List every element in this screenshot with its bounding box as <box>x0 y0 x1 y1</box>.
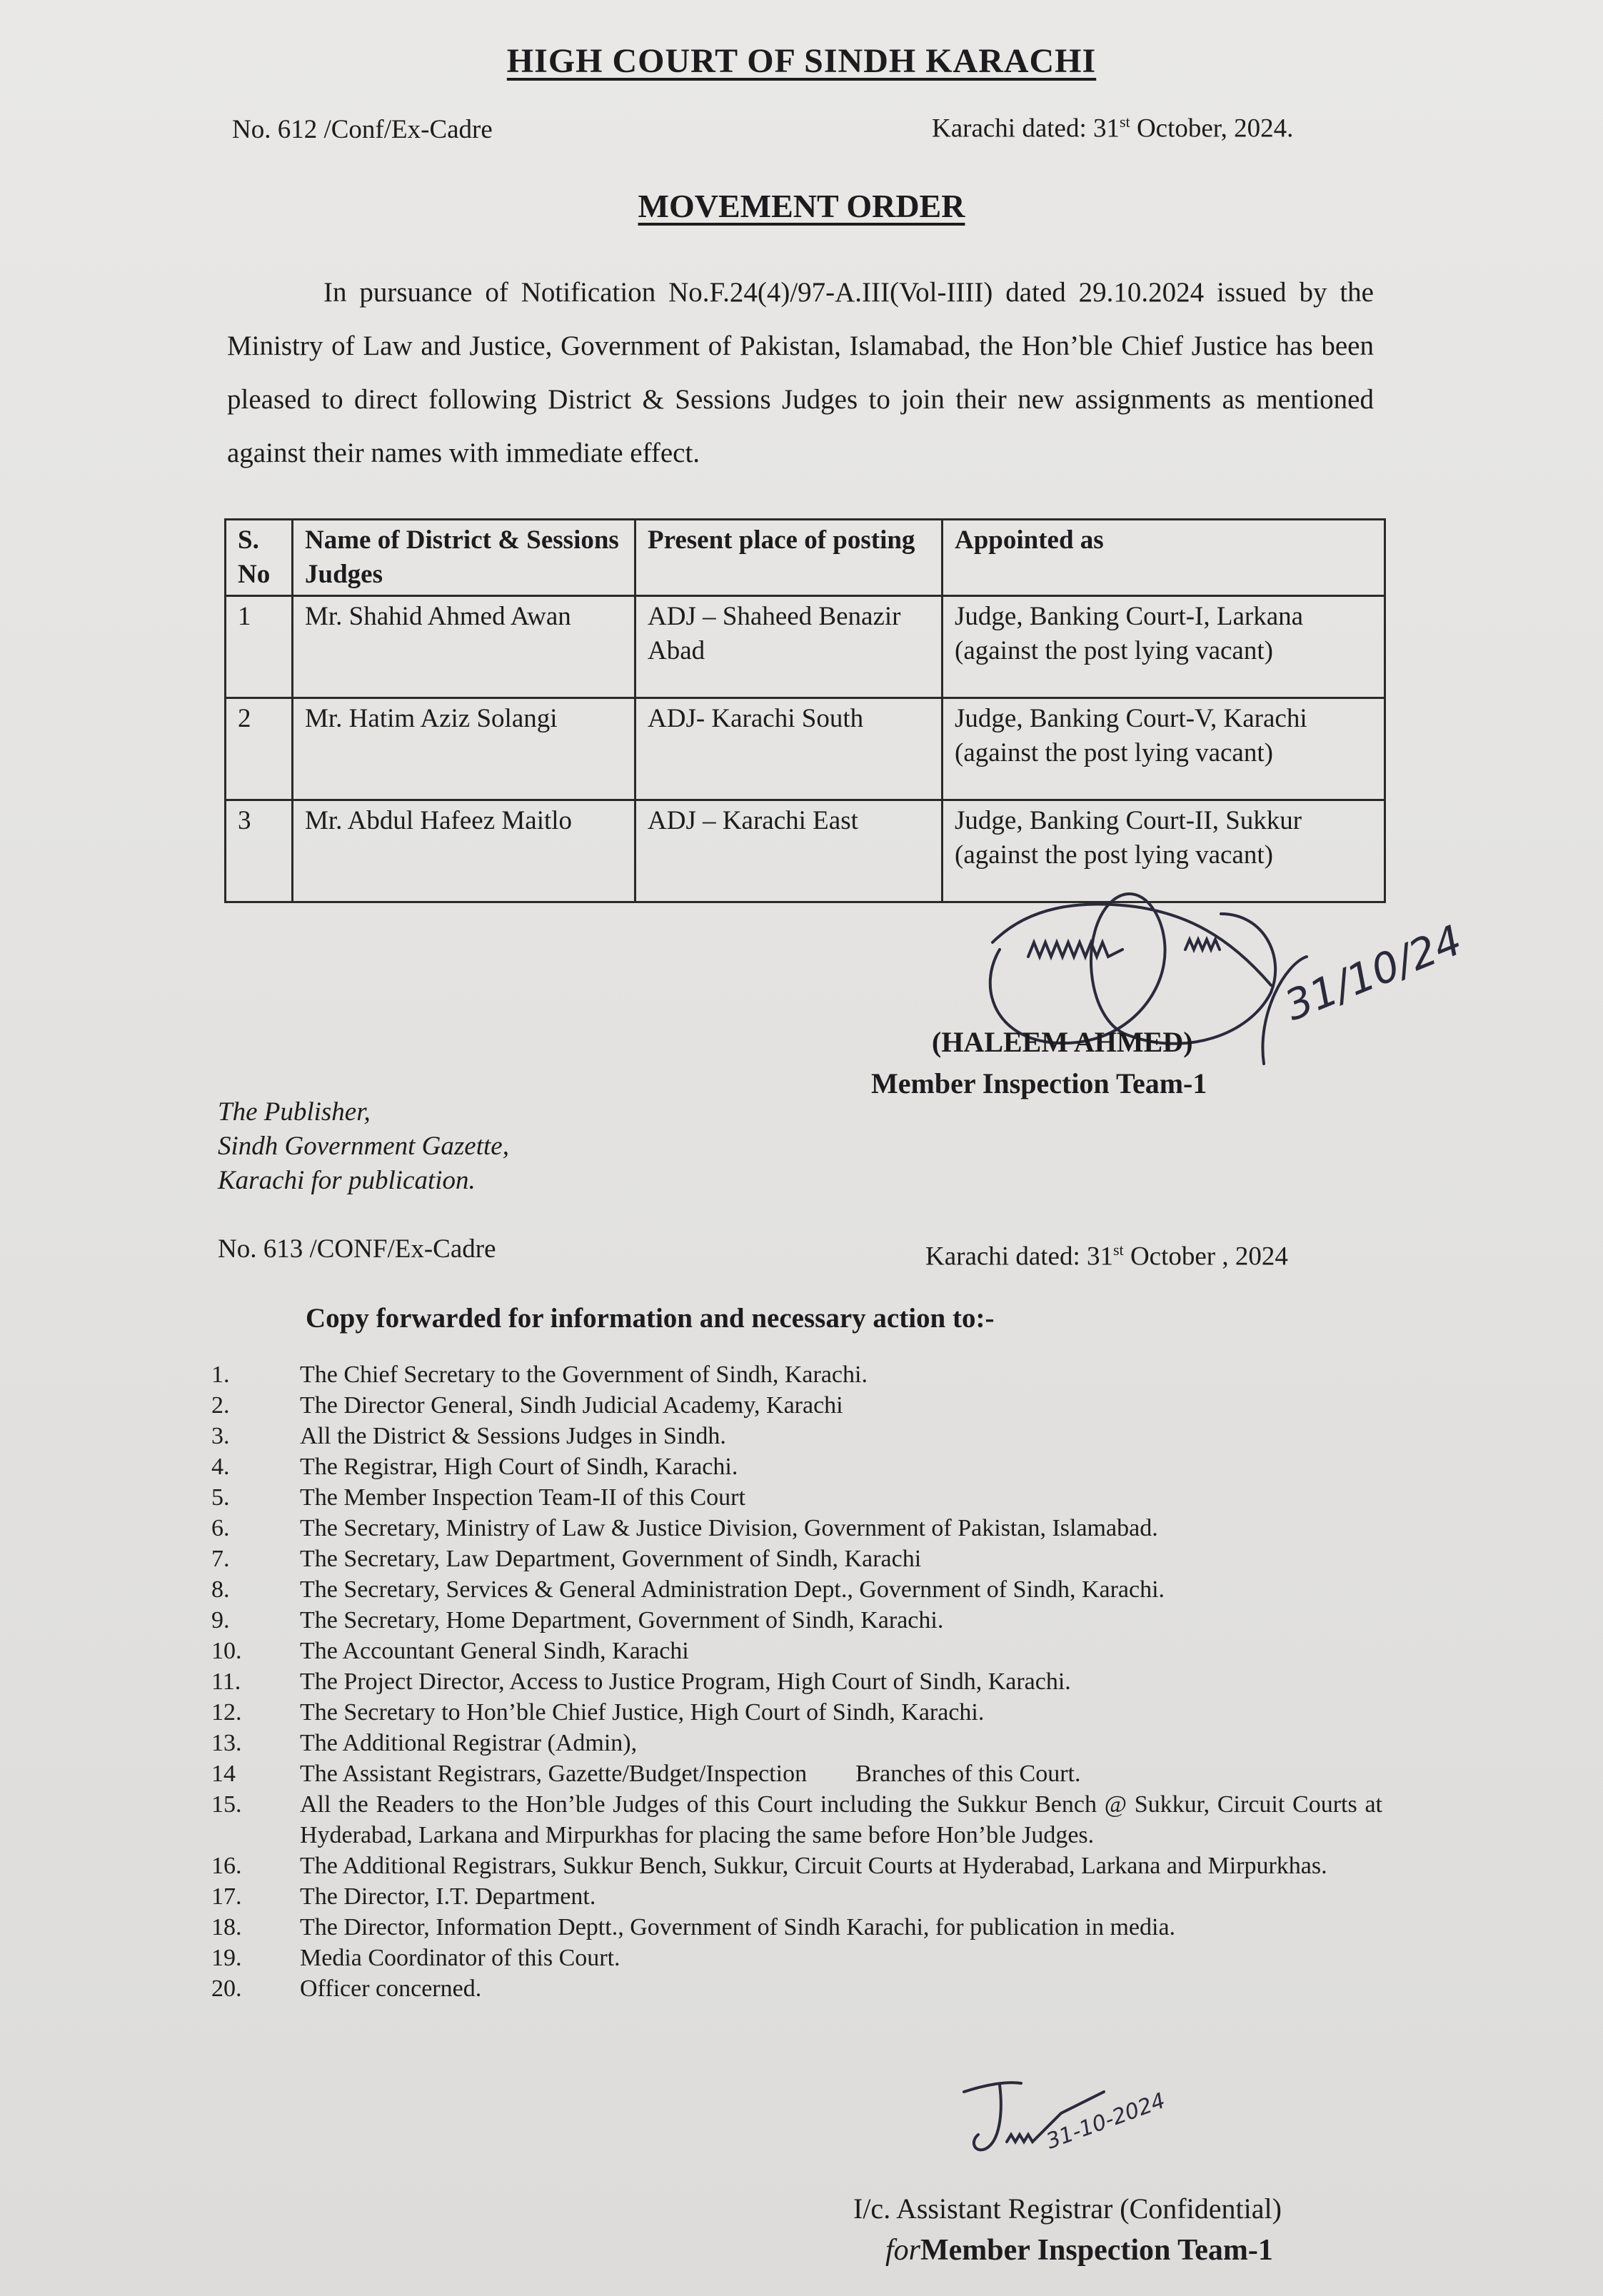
reference-number: No. 612 /Conf/Ex-Cadre <box>232 115 493 144</box>
list-item: 2. The Director General, Sindh Judicial Academy, Karachi <box>211 1392 843 1419</box>
header-present-posting: Present place of posting <box>635 520 943 596</box>
table-row <box>226 596 1385 698</box>
order-title: MOVEMENT ORDER <box>638 188 965 224</box>
list-item: 9. The Secretary, Home Department, Government of Sindh, Karachi. <box>211 1607 944 1633</box>
signature-assistant-registrar <box>957 2063 1185 2177</box>
cell-present-posting: ADJ – Karachi East <box>635 800 943 902</box>
header-sno: S. No <box>226 520 293 596</box>
cell-sno: 2 <box>226 698 293 800</box>
court-title: HIGH COURT OF SINDH KARACHI <box>506 42 1097 80</box>
header-judge-name: Name of District & Sessions Judges <box>293 520 635 596</box>
assistant-registrar-designation: I/c. Assistant Registrar (Confidential) <box>853 2192 1282 2225</box>
list-item: 10. The Accountant General Sindh, Karachi <box>211 1638 689 1664</box>
order-date: Karachi dated: 31st October, 2024. <box>932 113 1294 144</box>
order-body-paragraph: In pursuance of Notification No.F.24(4)/97-A.III(Vol-IIII) dated 29.10.2024 issued by the Ministry of Law and Justice, Government of Pakistan, Islamabad, the Hon’ble Chief Justice has been pleased to direct following District & Sessions Judges to join their new assignments as mentioned against their names with immediate effect. <box>227 277 1374 468</box>
signature2-date: 31-10-2024 <box>1042 2088 1169 2155</box>
list-item: 11. The Project Director, Access to Justice Program, High Court of Sindh, Karachi. <box>211 1668 1071 1695</box>
cell-present-posting: ADJ- Karachi South <box>635 698 943 800</box>
cell-sno: 1 <box>226 596 293 698</box>
second-reference-number: No. 613 /CONF/Ex-Cadre <box>218 1234 496 1264</box>
cell-appointed-as: Judge, Banking Court-V, Karachi (against the post lying vacant) <box>943 698 1385 800</box>
cell-sno: 3 <box>226 800 293 902</box>
copy-recipient-list <box>211 1359 1382 2004</box>
header-appointed-as: Appointed as <box>943 520 1385 596</box>
list-item: 17. The Director, I.T. Department. <box>211 1883 596 1910</box>
list-item: 14 The Assistant Registrars, Gazette/Budget/Inspection Branches of this Court. <box>211 1761 1081 1787</box>
list-item: 8. The Secretary, Services & General Administration Dept., Government of Sindh, Karachi. <box>211 1576 1165 1603</box>
list-item: 12. The Secretary to Hon’ble Chief Justice, High Court of Sindh, Karachi. <box>211 1699 985 1726</box>
for-member-inspection-team: forMember Inspection Team-1 <box>885 2234 1273 2267</box>
publisher-address: The Publisher, Sindh Government Gazette, Karachi for publication. <box>218 1097 509 1195</box>
list-item: 1. The Chief Secretary to the Government of Sindh, Karachi. <box>211 1361 868 1388</box>
list-item: 4. The Registrar, High Court of Sindh, Karachi. <box>211 1454 738 1480</box>
list-item: 6. The Secretary, Ministry of Law & Justice Division, Government of Pakistan, Islamabad. <box>211 1515 1158 1541</box>
list-item: 15. All the Readers to the Hon’ble Judges of this Court including the Sukkur Bench @ Sukkur, Circuit Courts at Hyderabad, Larkana and Mirpurkhas for placing the same before Hon’ble Judges. <box>211 1791 1382 1848</box>
list-item: 3. All the District & Sessions Judges in Sindh. <box>211 1423 726 1449</box>
list-item: 13. The Additional Registrar (Admin), <box>211 1730 638 1756</box>
list-item: 5. The Member Inspection Team-II of this Court <box>211 1484 745 1511</box>
list-item: 19. Media Coordinator of this Court. <box>211 1945 620 1971</box>
list-item: 16. The Additional Registrars, Sukkur Bench, Sukkur, Circuit Courts at Hyderabad, Larkana and Mirpurkhas. <box>211 1853 1327 1879</box>
signatory-name: (HALEEM AHMED) <box>932 1026 1193 1058</box>
table-row <box>226 698 1385 800</box>
copy-forwarded-heading: Copy forwarded for information and necessary action to:- <box>306 1303 995 1334</box>
table-header-row <box>226 520 1385 596</box>
signature-date: 31/10/24 <box>1277 915 1469 1030</box>
list-item: 18. The Director, Information Deptt., Government of Sindh Karachi, for publication in media. <box>211 1914 1176 1940</box>
cell-judge-name: Mr. Hatim Aziz Solangi <box>293 698 635 800</box>
list-item: 20. Officer concerned. <box>211 1975 482 2002</box>
judges-table <box>224 518 1386 903</box>
cell-present-posting: ADJ – Shaheed Benazir Abad <box>635 596 943 698</box>
cell-appointed-as: Judge, Banking Court-II, Sukkur (against the post lying vacant) <box>943 800 1385 902</box>
second-order-date: Karachi dated: 31st October , 2024 <box>925 1241 1288 1272</box>
signatory-designation: Member Inspection Team-1 <box>871 1067 1207 1099</box>
cell-appointed-as: Judge, Banking Court-I, Larkana (against the post lying vacant) <box>943 596 1385 698</box>
cell-judge-name: Mr. Shahid Ahmed Awan <box>293 596 635 698</box>
cell-judge-name: Mr. Abdul Hafeez Maitlo <box>293 800 635 902</box>
list-item: 7. The Secretary, Law Department, Government of Sindh, Karachi <box>211 1546 922 1572</box>
